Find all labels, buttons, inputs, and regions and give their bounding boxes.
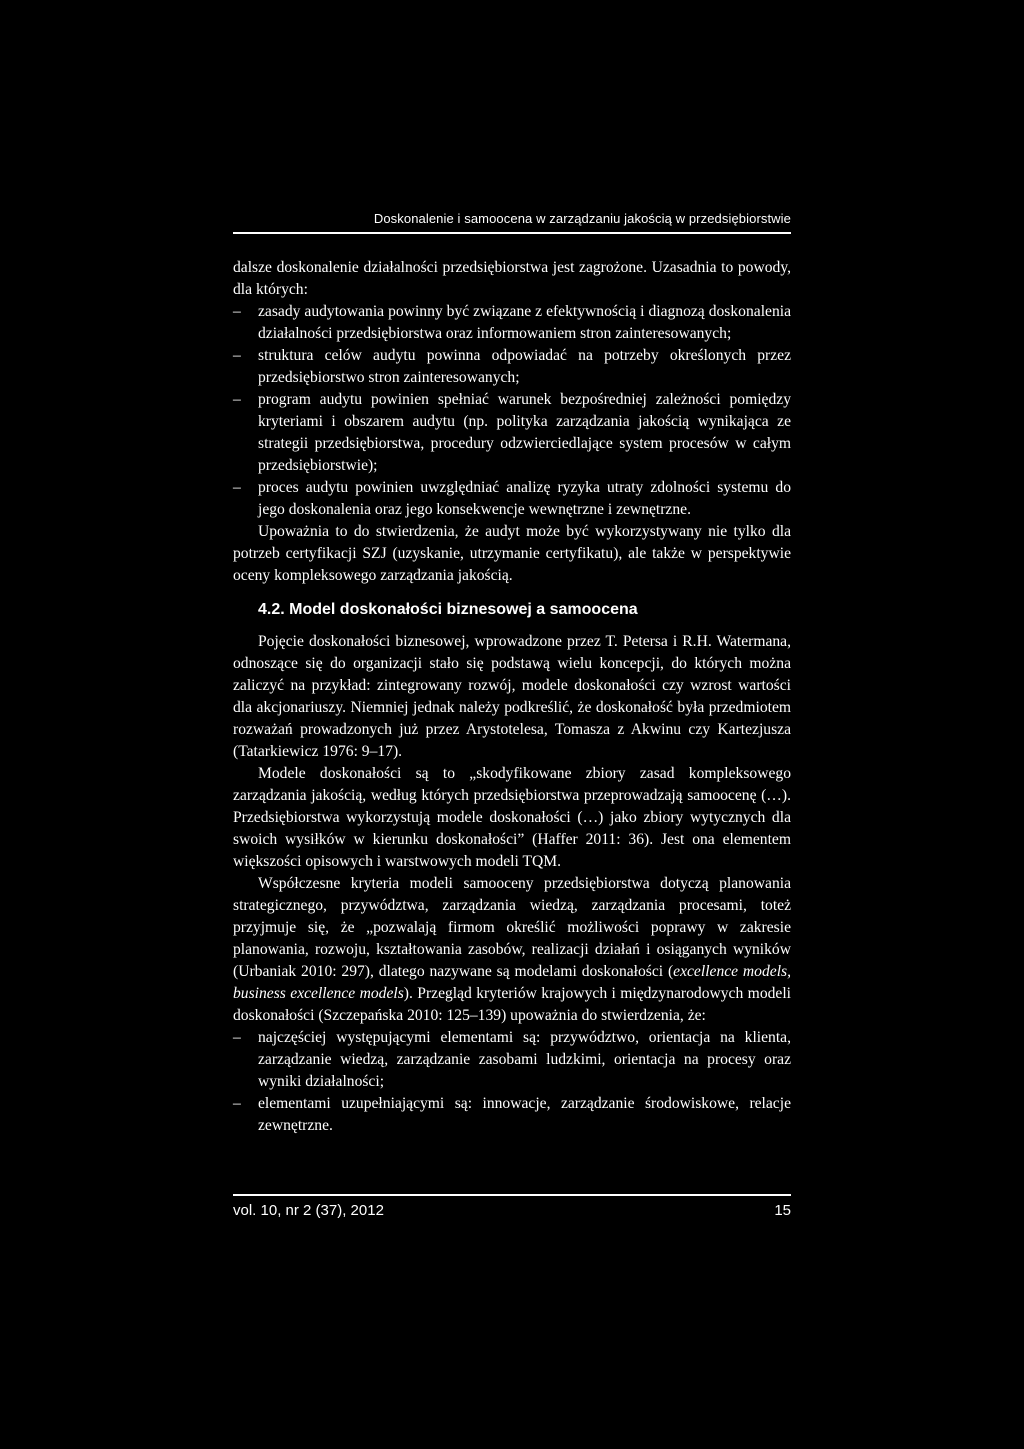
list-item: – elementami uzupełniającymi są: innowacje, zarządzanie środowiskowe, relacje zewnętrzne.	[233, 1093, 791, 1137]
running-title: Doskonalenie i samoocena w zarządzaniu jakością w przedsiębiorstwie	[373, 211, 791, 226]
page-footer	[233, 1202, 791, 1219]
intro-paragraph: dalsze doskonalenie działalności przedsiębiorstwa jest zagrożone. Uzasadnia to powody, dla których:	[233, 259, 791, 298]
list-item: – proces audytu powinien uwzględniać analizę ryzyka utraty zdolności systemu do jego doskonalenia oraz jego konsekwencje wewnętrzne i zewnętrzne.	[233, 477, 791, 521]
intro-list	[233, 301, 791, 521]
section-paragraph-2: Modele doskonałości są to „skodyfikowane zbiory zasad kompleksowego zarządzania jakością, według których przedsiębiorstwa przeprowadzają samoocenę (…). Przedsiębiorstwa wykorzystują modele doskonałości (…) jako zbiory wytycznych dla swoich wysiłków w kierunku doskonałości” (Haffer 2011: 36). Jest ona elementem większości opisowych i warstwowych modeli TQM.	[233, 765, 791, 870]
page-number: 15	[774, 1202, 791, 1219]
paragraph-3-text-b: ). Przegląd kryteriów krajowych i międzynarodowych modeli doskonałości (Szczepańska 2010: 125–139) upoważnia do stwierdzenia, że:	[233, 985, 791, 1024]
list-item: – zasady audytowania powinny być związane z efektywnością i diagnozą doskonalenia działalności przedsiębiorstwa oraz informowaniem stron zainteresowanych;	[233, 301, 791, 345]
section-paragraph-1: Pojęcie doskonałości biznesowej, wprowadzone przez T. Petersa i R.H. Watermana, odnoszące się do organizacji stało się podstawą wielu koncepcji, do których można zaliczyć na przykład: zintegrowany rozwój, modele doskonałości czy wzrost wartości dla akcjonariuszy. Niemniej jednak należy podkreślić, że doskonałość była przedmiotem rozważań prowadzonych już przez Arystotelesa, Tomasza z Akwinu czy Kartezjusza (Tatarkiewicz 1976: 9–17).	[233, 633, 791, 760]
list-item: – program audytu powinien spełniać warunek bezpośredniej zależności pomiędzy kryteriami i obszarem audytu (np. polityka zarządzania jakością wynikająca ze strategii przedsiębiorstwa, procedury odzwierciedlające system procesów w całym przedsiębiorstwie);	[233, 389, 791, 477]
journal-volume: vol. 10, nr 2 (37), 2012	[233, 1202, 384, 1219]
section-paragraph-3	[233, 873, 791, 1027]
paragraph-3-italic-terms: excellence models, business excellence models	[233, 963, 792, 1002]
header-rule	[233, 232, 791, 234]
list-item: – najczęściej występującymi elementami są: przywództwo, orientacja na klienta, zarządzanie wiedzą, zarządzanie zasobami ludzkimi, orientacja na procesy oraz wyniki działalności;	[233, 1027, 791, 1093]
section-heading: 4.2. Model doskonałości biznesowej a samoocena	[258, 601, 638, 618]
body-text	[233, 257, 791, 1137]
paragraph-3-text-a: Współczesne kryteria modeli samooceny przedsiębiorstwa dotyczą planowania strategicznego, przywództwa, zarządzania wiedzą, zarządzania procesami, toteż przyjmuje się, że „pozwalają firmom określić możliwości poprawy w zakresie planowania, rozwoju, kształtowania zasobów, realizacji działań i osiąganych wyników (Urbaniak 2010: 297), dlatego nazywane są modelami doskonałości (	[233, 875, 791, 980]
list-item: – struktura celów audytu powinna odpowiadać na potrzeby określonych przez przedsiębiorstwo stron zainteresowanych;	[233, 345, 791, 389]
footer-rule	[233, 1194, 791, 1196]
section-list	[233, 1027, 791, 1137]
intro-closing-paragraph: Upoważnia to do stwierdzenia, że audyt może być wykorzystywany nie tylko dla potrzeb certyfikacji SZJ (uzyskanie, utrzymanie certyfikatu), ale także w perspektywie oceny kompleksowego zarządzania jakością.	[233, 523, 791, 584]
